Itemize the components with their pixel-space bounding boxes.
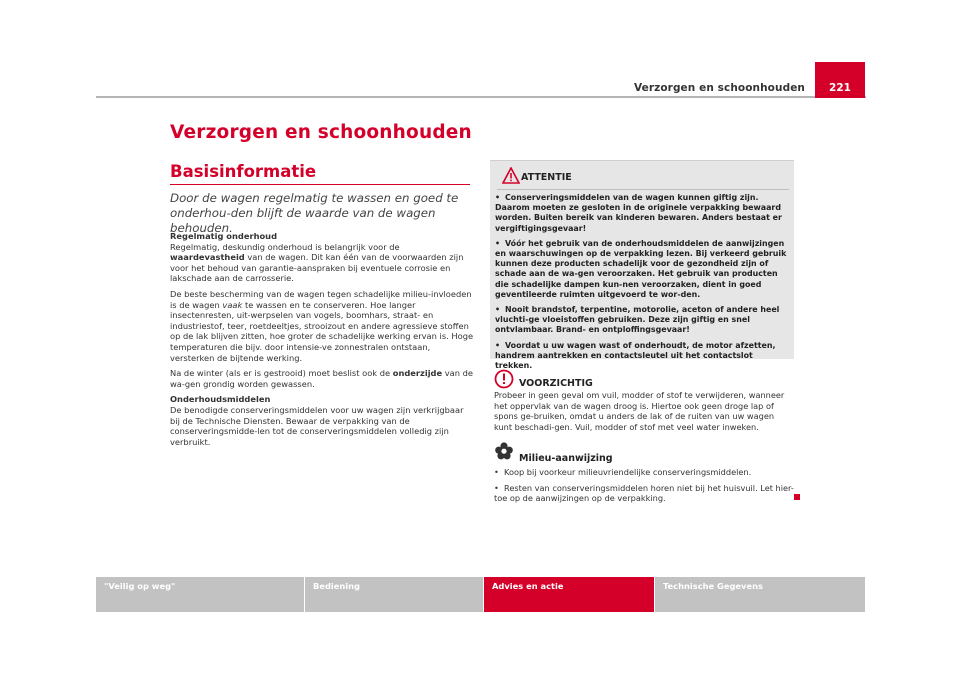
paragraph-2 [170,289,475,363]
environment-body [494,467,794,509]
p1-text-c: van de wagen. Dit kan één van de voorwaarden zijn voor het behoud van garantie-aanspraken bij eventuele corrosie en lakschade aan de carrosserie. [170,252,464,284]
environment-title: Milieu-aanwijzing [519,453,613,464]
environment-item [494,467,794,478]
environment-flower-icon [494,441,514,461]
bullet-icon: • [495,305,501,315]
p3-emphasis: onderzijde [392,368,443,379]
lead-paragraph: Door de wagen regelmatig te wassen en goed te onderhou-den blijft de waarde van de wagen behouden. [170,191,459,235]
bullet-icon: • [494,467,499,477]
environment-item [494,483,794,504]
footer-tab-advice[interactable]: Advies en actie [484,577,654,612]
p2-emphasis: vaak [222,299,243,310]
bullet-icon: • [495,193,501,202]
paragraph-4: De benodigde conserveringsmiddelen voor uw wagen zijn verkrijgbaar bij de Technische Diensten. Bewaar de verpakking van de conserveringsmidde-len tot de conserveringsmiddelen volledig zijn verbruikt. [170,404,464,447]
warning-title: ATTENTIE [521,172,572,183]
page-number: 221 [829,82,851,94]
warning-body [495,193,792,376]
caution-body: Probeer in geen geval om vuil, modder of stof te verwijderen, wanneer het oppervlak van de wagen droog is. Hiertoe ook geen droge lap of spons ge-bruiken, omdat u anders de lak of de ruiten van uw wagen kunt beschadi-gen. Vuil, modder of stof met veel water inweken. [494,390,785,432]
warning-triangle-icon [502,167,520,184]
header-rule-accent [815,96,865,98]
subheading-regular-maintenance: Regelmatig onderhoud [170,231,278,241]
section-title: Basisinformatie [170,162,317,181]
subheading-care-products: Onderhoudsmiddelen [170,394,271,405]
bullet-icon: • [494,482,499,493]
warning-item-text: Nooit brandstof, terpentine, motorolie, aceton of andere heel vluchti-ge vloeistoffen gebruiken. Deze zijn giftig en snel ontvlambaar. Brand- en ontploffingsgevaar! [495,305,780,335]
p1-text-a: Regelmatig, deskundig onderhoud is belangrijk voor de [170,241,400,252]
warning-item [495,239,792,300]
paragraph-1 [170,242,475,284]
caution-title: VOORZICHTIG [519,378,593,389]
warning-item-text: Conserveringsmiddelen van de wagen kunnen giftig zijn. Daarom moeten ze gesloten in de originele verpakking bewaard worden. Buiten bereik van kinderen bewaren. Anders bestaat er vergiftigingsgevaar! [495,193,782,233]
environment-item-text: Resten van conserveringsmiddelen horen niet bij het huisvuil. Let hier-toe op de aanwijzingen op de verpakking. [494,482,794,504]
chapter-title: Verzorgen en schoonhouden [170,122,472,143]
left-column [170,231,475,452]
header-rule [96,96,866,98]
caution-icon [494,369,514,389]
bullet-icon: • [495,238,501,248]
section-rule [170,184,470,185]
warning-item-text: Vóór het gebruik van de onderhoudsmiddelen de aanwijzingen en waarschuwingen op de verpakking lezen. Bij verkeerd gebruik kunnen deze producten schadelijk voor de gezondheid zijn of schade aan de wa-gen veroorzaken. Het gebruik van producten die schadelijke dampen kun-nen veroorzaken, dient in goed geventileerde ruimten uitgevoerd te wor-den. [495,238,787,299]
footer-tab-operation[interactable]: Bediening [305,577,483,612]
p1-emphasis: waardevastheid [170,252,245,263]
warning-title-rule [497,189,789,190]
p3-text-a: Na de winter (als er is gestrooid) moet beslist ook de [170,368,391,379]
footer-tab-technical-data[interactable]: Technische Gegevens [655,577,865,612]
p2-text-c: te wassen en te conserveren. Hoe langer insectenresten, uit-werpselen van vogels, boomhars, straat- en industriestof, teer, roetdeeltjes, strooizout en andere agressieve stoffen op de lak blijven zitten, hoe groter de schadelijke werking ervan is. Hoge temperaturen die bijv. door intensie-ve zonnestralen ontstaan, versterken de bijtende werking. [170,299,474,363]
paragraph-3 [170,368,475,389]
warning-item [495,193,792,234]
environment-item-text: Koop bij voorkeur milieuvriendelijke conserveringsmiddelen. [504,467,752,477]
warning-item [495,341,792,372]
warning-item-text: Voordat u uw wagen wast of onderhoudt, de motor afzetten, handrem aantrekken en contactsleutel uit het contactslot trekken. [495,340,776,371]
p2-text-a: De beste bescherming van de wagen tegen schadelijke milieu-invloeden is de wagen [170,288,472,310]
footer-tab-safety[interactable]: "Veilig op weg" [96,577,304,612]
warning-item [495,305,792,336]
section-end-marker [794,494,800,500]
p3-text-c: van de wa-gen grondig worden gewassen. [170,368,474,389]
running-header-title: Verzorgen en schoonhouden [633,82,805,94]
bullet-icon: • [495,340,501,350]
